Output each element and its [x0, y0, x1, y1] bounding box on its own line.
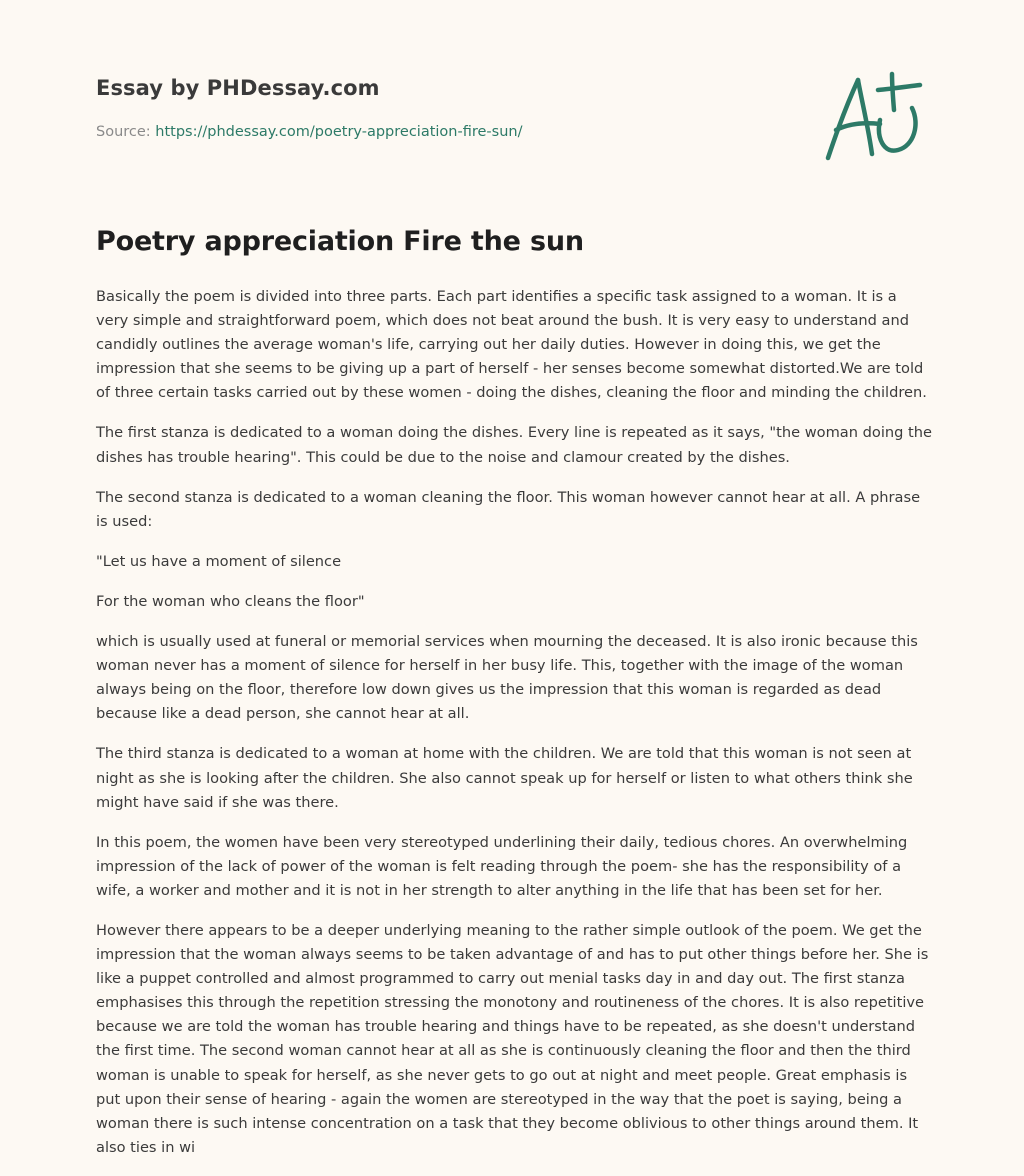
- source-link[interactable]: https://phdessay.com/poetry-appreciation-fire-sun/: [155, 124, 523, 140]
- poem-quote-line: "Let us have a moment of silence: [96, 552, 342, 570]
- essay-paragraph: Basically the poem is divided into three parts. Each part identifies a specific task assigned to a woman. It is a very simple and straightforward poem, which does not beat around the bush. It is very easy to understand and candidly outlines the average woman's life, carrying out her daily duties. However in doing this, we get the impression that she seems to be giving up a part of herself - her senses become somewhat distorted.We are told of three certain tasks carried out by these women - doing the dishes, cleaning the floor and minding the children.: [96, 288, 927, 402]
- source-label: Source:: [96, 124, 156, 140]
- essay-title: Poetry appreciation Fire the sun: [96, 226, 584, 257]
- essay-paragraph: In this poem, the women have been very stereotyped underlining their daily, tedious chores. An overwhelming impression of the lack of power of the woman is felt reading through the poem- she has the responsibility of a wife, a worker and mother and it is not in her strength to alter anything in the life that has been set for her.: [96, 833, 908, 899]
- source-line: [96, 124, 522, 140]
- essay-paragraph: The first stanza is dedicated to a woman doing the dishes. Every line is repeated as it says, "the woman doing the dishes has trouble hearing". This could be due to the noise and clamour created by the dishes.: [96, 424, 932, 466]
- essay-paragraph: However there appears to be a deeper underlying meaning to the rather simple outlook of the poem. We get the impression that the woman always seems to be taken advantage of and has to put other things before her. She is like a puppet controlled and almost programmed to carry out menial tasks day in and day out. The first stanza emphasises this through the repetition stressing the monotony and routineness of the chores. It is also repetitive because we are told the woman has trouble hearing and things have to be repeated, as she doesn't understand the first time. The second woman cannot hear at all as she is continuously cleaning the floor and then the third woman is unable to speak for herself, as she never gets to go out at night and meet people. Great emphasis is put upon their sense of hearing - again the women are stereotyped in the way that the poet is saying, being a woman there is such intense concentration on a task that they become oblivious to other things around them. It also ties in wi: [96, 921, 929, 1156]
- essay-paragraph: The second stanza is dedicated to a woman cleaning the floor. This woman however cannot hear at all. A phrase is used:: [96, 488, 921, 530]
- essay-body: [96, 285, 932, 1176]
- a-plus-logo-icon: [822, 68, 926, 164]
- page-header: [96, 0, 932, 190]
- essay-page: [96, 0, 932, 1156]
- poem-quote-line: For the woman who cleans the floor": [96, 592, 365, 610]
- essay-paragraph: The third stanza is dedicated to a woman at home with the children. We are told that this woman is not seen at night as she is looking after the children. She also cannot speak up for herself or listen to what others think she might have said if she was there.: [96, 745, 913, 811]
- essay-paragraph: which is usually used at funeral or memorial services when mourning the deceased. It is also ironic because this woman never has a moment of silence for herself in her busy life. This, together with the image of the woman always being on the floor, therefore low down gives us the impression that this woman is regarded as dead because like a dead person, she cannot hear at all.: [96, 633, 918, 723]
- site-title: Essay by PHDessay.com: [96, 76, 380, 100]
